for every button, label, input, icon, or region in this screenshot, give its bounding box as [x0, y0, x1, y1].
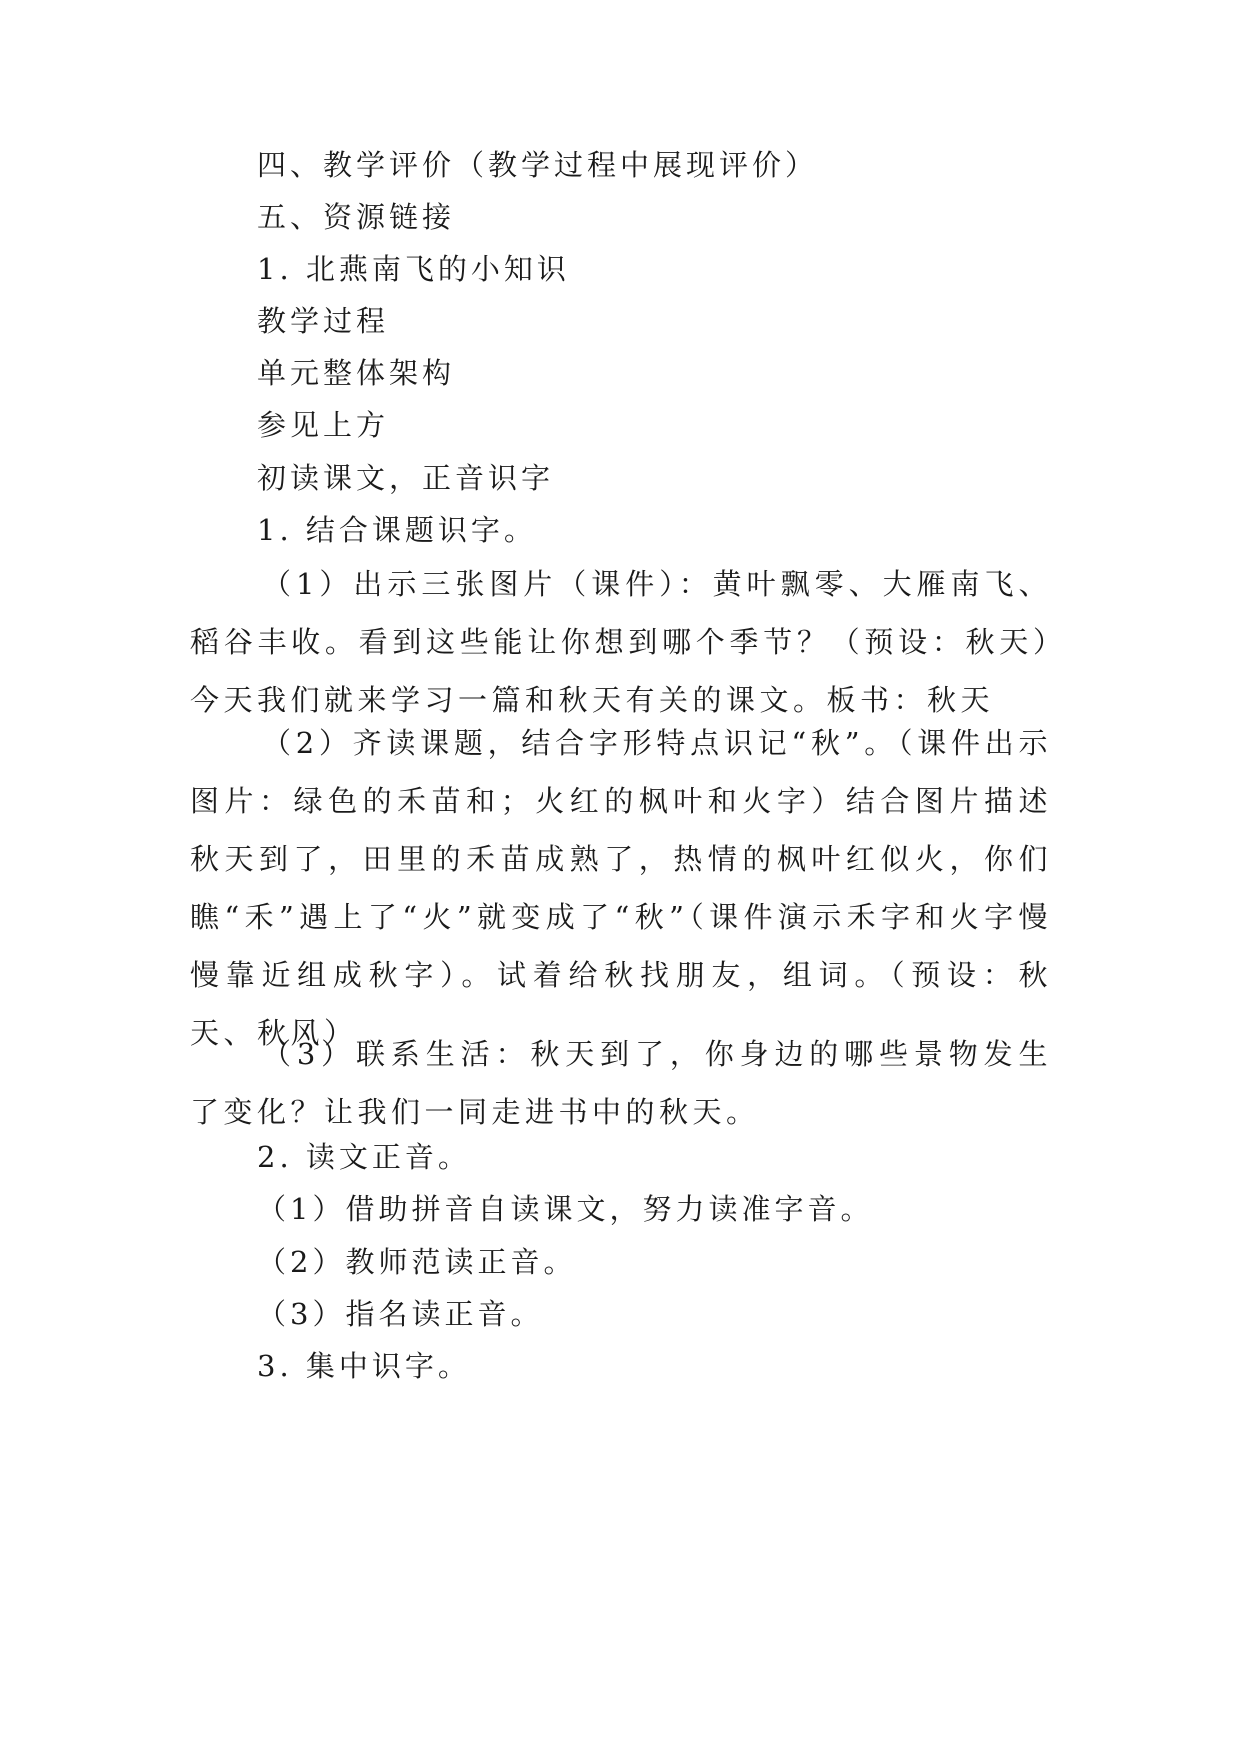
step-1-paragraph-3: （3）联系生活：秋天到了，你身边的哪些景物发生了变化？让我们一同走进书中的秋天。 [190, 1037, 1052, 1129]
heading-unit: 单元整体架构 [257, 356, 456, 390]
step-1-paragraph-1: （1）出示三张图片（课件）：黄叶飘零、大雁南飞、稻谷丰收。看到这些能让你想到哪个季节？（预设：秋天）今天我们就来学习一篇和秋天有关的课文。板书：秋天 [190, 567, 1052, 717]
step-1-paragraph-2: （2）齐读课题，结合字形特点识记“秋”。（课件出示图片：绿色的禾苗和；火红的枫叶和火字）结合图片描述秋天到了，田里的禾苗成熟了，热情的枫叶红似火，你们瞧“禾”遇上了“火”就变成了“秋”（课件演示禾字和火字慢慢靠近组成秋字）。试着给秋找朋友，组词。（预设：秋天、秋风） [190, 726, 1052, 1050]
step-2-item-1: （1）借助拼音自读课文，努力读准字音。 [257, 1192, 874, 1226]
step-2-item-2: （2）教师范读正音。 [257, 1245, 577, 1279]
see-above: 参见上方 [257, 408, 390, 442]
section-first-reading: 初读课文，正音识字 [257, 461, 555, 495]
resource-item-1: 1. 北燕南飞的小知识 [257, 252, 570, 286]
heading-process: 教学过程 [257, 304, 390, 338]
step-1: 1. 结合课题识字。 [257, 513, 537, 547]
step-2: 2. 读文正音。 [257, 1140, 471, 1174]
step-3: 3. 集中识字。 [257, 1349, 471, 1383]
step-2-item-3: （3）指名读正音。 [257, 1297, 544, 1331]
heading-evaluation: 四、教学评价（教学过程中展现评价） [257, 148, 819, 182]
heading-resources: 五、资源链接 [257, 200, 456, 234]
